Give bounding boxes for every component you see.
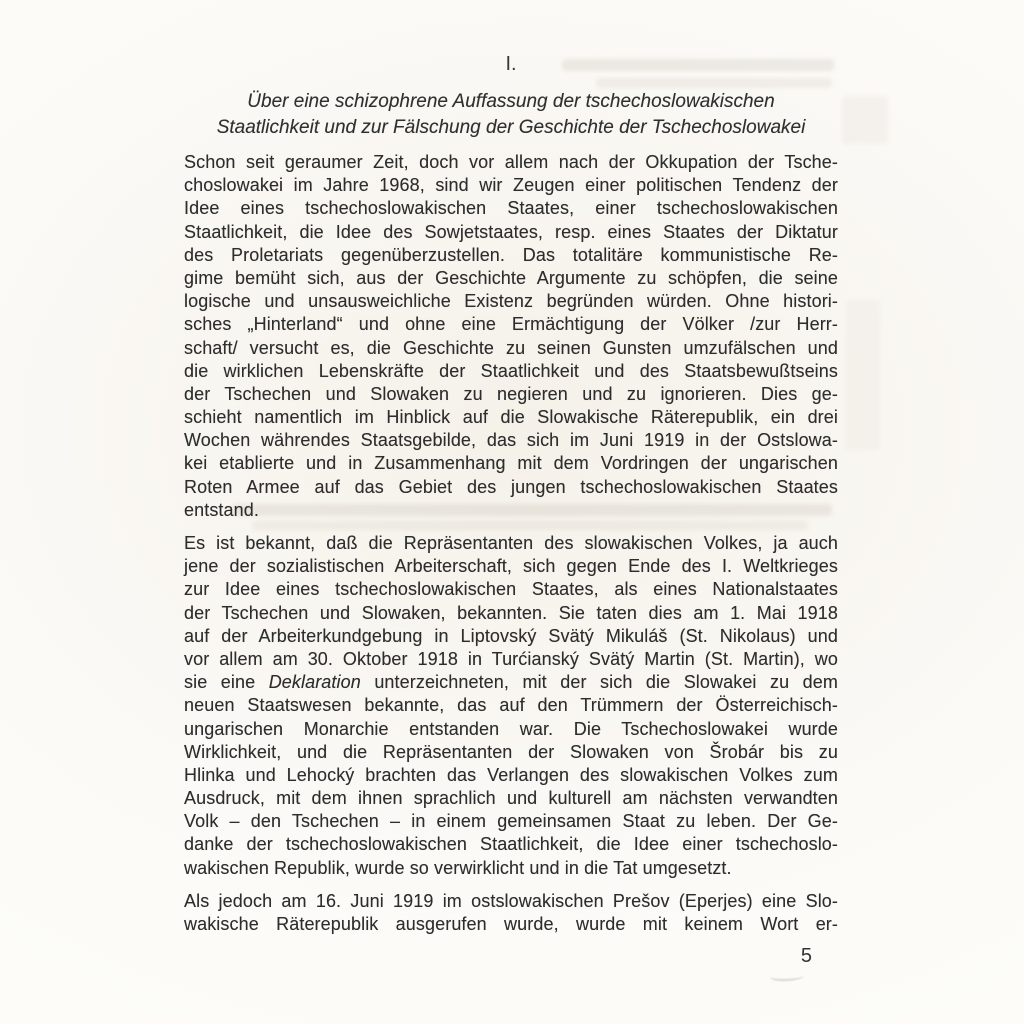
text-line: neuen Staatswesen bekannte, das auf den Trümmern der Österreichisch- <box>184 695 838 716</box>
chapter-title <box>174 89 848 141</box>
text-line: sches „Hinterland“ und ohne eine Ermächtigung der Völker /zur Herr- <box>184 314 838 335</box>
bleed-through-ghost <box>596 78 832 88</box>
text-line: schieht namentlich im Hinblick auf die Slowakische Räterepublik, ein drei <box>184 407 838 428</box>
text-line: gime bemüht sich, aus der Geschichte Argumente zu schöpfen, die seine <box>184 267 838 288</box>
page-number: 5 <box>800 945 812 967</box>
bleed-through-ghost <box>846 300 880 450</box>
paragraph <box>184 151 838 522</box>
text-line: danke der tschechoslowakischen Staatlichkeit, die Idee einer tschechoslo- <box>184 834 838 855</box>
bleed-through-ghost <box>842 96 888 144</box>
text-line: sie eine Deklaration unterzeichneten, mit der sich die Slowakei zu dem <box>184 672 838 693</box>
text-line: des Proletariats gegenüberzustellen. Das totalitäre kommunistische Re- <box>184 244 838 265</box>
text-line: Als jedoch am 16. Juni 1919 im ostslowakischen Prešov (Eperjes) eine Slo- <box>184 890 838 911</box>
text-line: Ausdruck, mit dem ihnen sprachlich und kulturell am nächsten verwandten <box>184 788 838 809</box>
text-line: der Tschechen und Slowaken zu negieren und zu ignorieren. Dies ge- <box>184 383 838 404</box>
text-line: schaft/ versucht es, die Geschichte zu seinen Gunsten umzufälschen und <box>184 337 838 358</box>
text-line: auf der Arbeiterkundgebung in Liptovský Svätý Mikuláš (St. Nikolaus) und <box>184 625 838 646</box>
text-line: Idee eines tschechoslowakischen Staates, einer tschechoslowakischen <box>184 198 838 219</box>
text-line: die wirklichen Lebenskräfte der Staatlichkeit und des Staatsbewußtseins <box>184 360 838 381</box>
text-line: Volk – den Tschechen – in einem gemeinsamen Staat zu leben. Der Ge- <box>184 811 838 832</box>
text-line: Staatlichkeit, die Idee des Sowjetstaates, resp. eines Staates der Diktatur <box>184 221 838 242</box>
text-line: ungarischen Monarchie entstanden war. Die Tschechoslowakei wurde <box>184 718 838 739</box>
text-line: Schon seit geraumer Zeit, doch vor allem nach der Okkupation der Tsche- <box>184 152 838 172</box>
chapter-title-line: Über eine schizophrene Auffassung der tschechoslowakischen <box>247 91 775 112</box>
text-line: kei etablierte und in Zusammenhang mit dem Vordringen der ungarischen <box>184 453 838 474</box>
chapter-title-line: Staatlichkeit und zur Fälschung der Geschichte der Tschechoslowakei <box>216 117 806 138</box>
text-line: entstand. <box>184 499 259 520</box>
text-line: choslowakei im Jahre 1968, sind wir Zeugen einer politischen Tendenz der <box>184 175 838 196</box>
chapter-number: I. <box>505 53 517 75</box>
text-line: Wochen währendes Staatsgebilde, das sich im Juni 1919 in der Ostslowa- <box>184 430 838 451</box>
text-line: Es ist bekannt, daß die Repräsentanten des slowakischen Volkes, ja auch <box>184 533 838 553</box>
scan-artifact-mark <box>770 972 804 981</box>
text-line: Wirklichkeit, und die Repräsentanten der Slowaken von Šrobár bis zu <box>184 741 838 762</box>
text-line: wakische Räterepublik ausgerufen wurde, wurde mit keinem Wort er- <box>184 914 838 934</box>
body-text <box>184 151 838 936</box>
text-line: Hlinka und Lehocký brachten das Verlangen des slowakischen Volkes zum <box>184 764 838 785</box>
text-line: wakischen Republik, wurde so verwirklicht und in die Tat umgesetzt. <box>184 857 732 878</box>
text-line: der Tschechen und Slowaken, bekannten. Sie taten dies am 1. Mai 1918 <box>184 602 838 623</box>
text-line: Roten Armee auf das Gebiet des jungen tschechoslowakischen Staates <box>184 476 838 497</box>
paragraph <box>184 890 838 936</box>
text-line: jene der sozialistischen Arbeiterschaft, sich gegen Ende des I. Weltkrieges <box>184 556 838 577</box>
text-line: vor allem am 30. Oktober 1918 in Turćianský Svätý Martin (St. Martin), wo <box>184 648 838 669</box>
paragraph <box>184 532 838 880</box>
text-line: logische und unsausweichliche Existenz begründen würden. Ohne histori- <box>184 291 838 312</box>
italic-term: Deklaration <box>268 672 361 693</box>
text-line: zur Idee eines tschechoslowakischen Staates, als eines Nationalstaates <box>184 579 838 600</box>
